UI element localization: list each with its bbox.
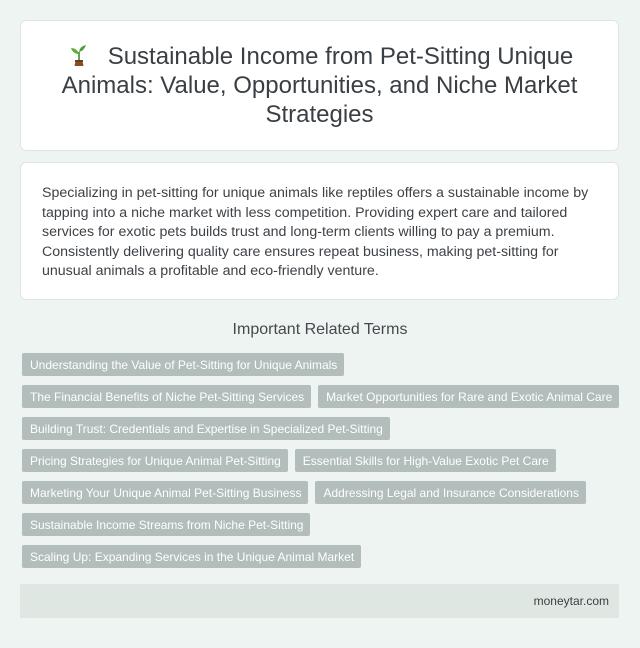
summary-card (20, 162, 619, 300)
footer-site-link[interactable]: moneytar.com (533, 594, 609, 608)
term-chip[interactable]: Sustainable Income Streams from Niche Pet-Sitting (22, 513, 310, 536)
term-chip[interactable]: Market Opportunities for Rare and Exotic Animal Care (318, 385, 619, 408)
term-chip[interactable]: Addressing Legal and Insurance Considerations (315, 481, 586, 504)
sprout-icon (66, 43, 96, 67)
related-terms-list (22, 353, 622, 568)
term-chip[interactable]: Understanding the Value of Pet-Sitting for Unique Animals (22, 353, 344, 376)
term-chip[interactable]: Scaling Up: Expanding Services in the Unique Animal Market (22, 545, 361, 568)
term-chip[interactable]: Essential Skills for High-Value Exotic Pet Care (295, 449, 556, 472)
page-title (51, 42, 588, 129)
term-chip[interactable]: Pricing Strategies for Unique Animal Pet-Sitting (22, 449, 288, 472)
footer (20, 584, 619, 618)
term-chip[interactable]: Building Trust: Credentials and Expertise in Specialized Pet-Sitting (22, 417, 390, 440)
term-chip[interactable]: The Financial Benefits of Niche Pet-Sitting Services (22, 385, 311, 408)
summary-text: Specializing in pet-sitting for unique animals like reptiles offers a sustainable income by tapping into a niche market with less competition. Providing expert care and tailored services for exotic pets builds trust and long-term clients willing to pay a premium. Consistently delivering quality care ensures repeat business, making pet-sitting for unusual animals a profitable and eco-friendly venture. (42, 185, 589, 279)
related-terms-heading: Important Related Terms (232, 321, 408, 338)
term-chip[interactable]: Marketing Your Unique Animal Pet-Sitting Business (22, 481, 308, 504)
title-card (20, 20, 619, 151)
page-title-text: Sustainable Income from Pet-Sitting Unique Animals: Value, Opportunities, and Niche Market Strategies (61, 43, 578, 128)
